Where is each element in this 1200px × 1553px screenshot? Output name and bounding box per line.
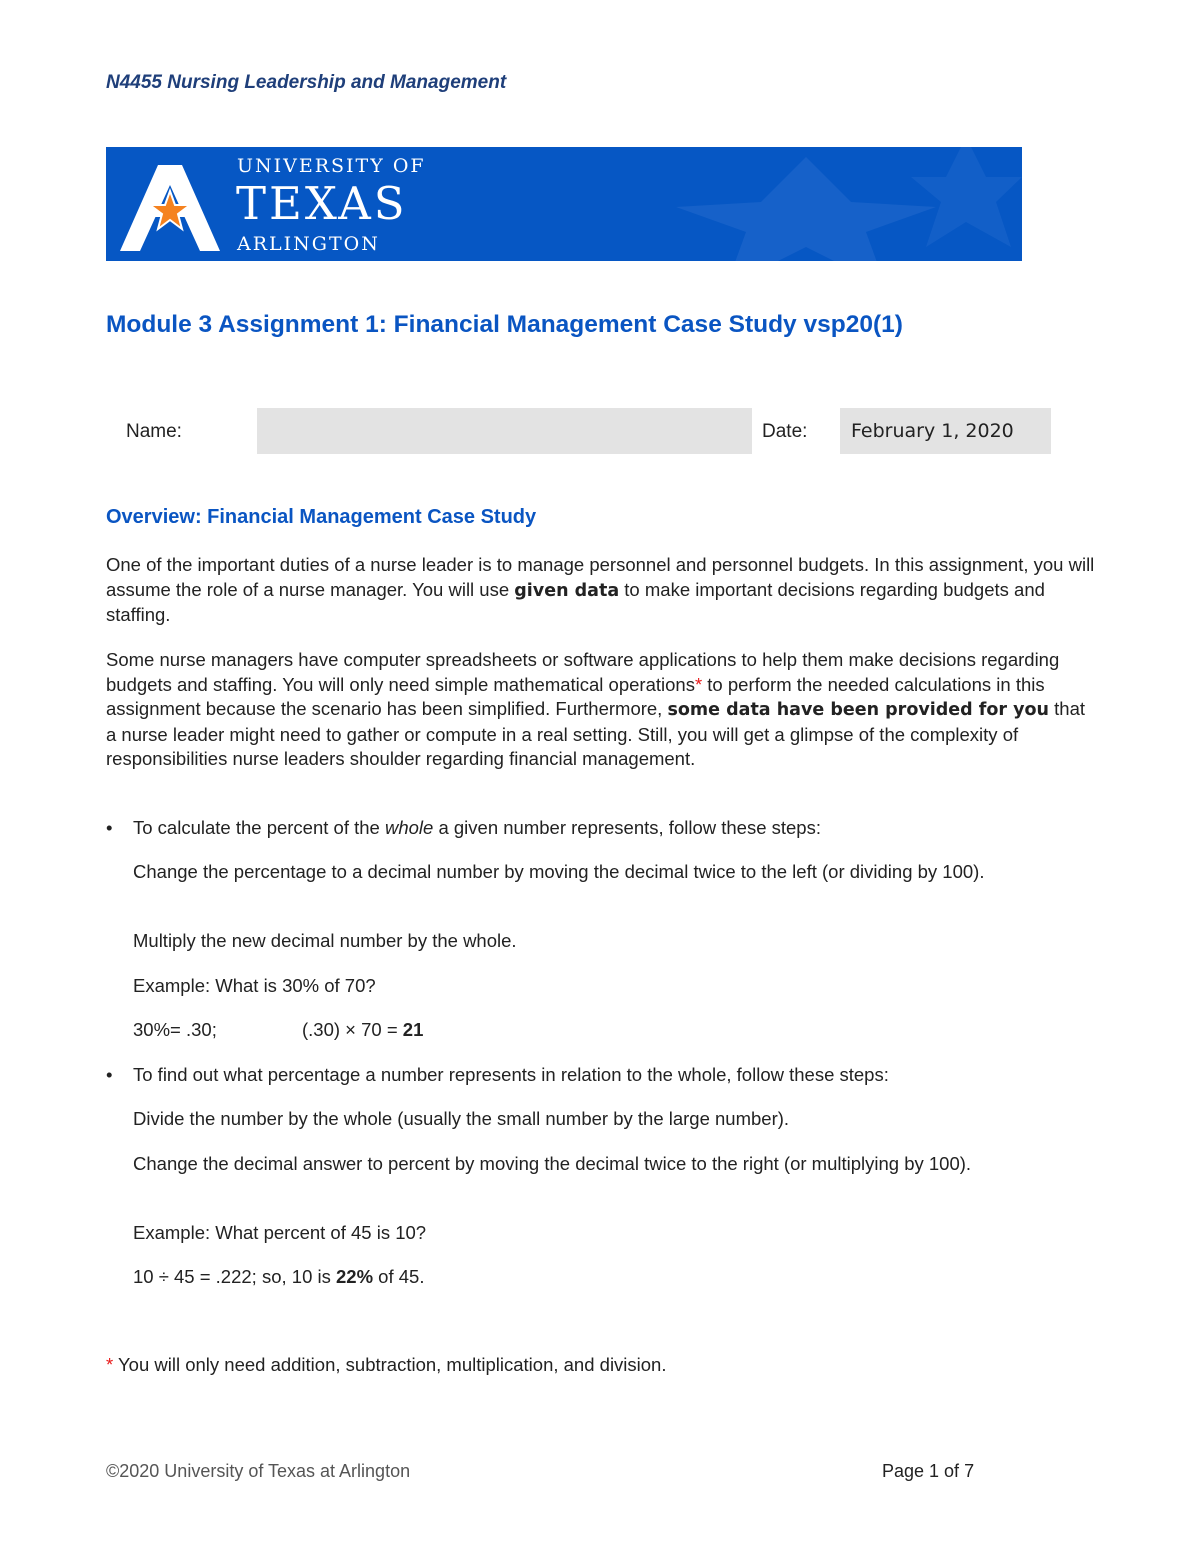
- banner-line3: ARLINGTON: [237, 233, 380, 255]
- bullet-1-calculation: [133, 1018, 1093, 1043]
- name-label: Name:: [126, 421, 182, 442]
- university-banner: [106, 147, 1022, 261]
- bullet-1-intro: [133, 816, 1093, 841]
- p1-text-c: to make important decisions regarding budgets and staffing.: [106, 578, 1045, 625]
- bullet-1-example: Example: What is 30% of 70?: [133, 975, 376, 996]
- b2-calc-answer: 22%: [336, 1266, 374, 1287]
- bullet-2-step-2: Change the decimal answer to percent by moving the decimal twice to the right (or multiplying by 100).: [133, 1153, 972, 1174]
- footnote-marker: *: [106, 1354, 114, 1375]
- b2-calc-a: 10 ÷ 45 = .222; so, 10 is: [133, 1266, 336, 1287]
- bullet-1-step-2: Multiply the new decimal number by the whole.: [133, 930, 517, 951]
- b1-intro-b: a given number represents, follow these steps:: [433, 817, 821, 838]
- date-label: Date:: [762, 421, 808, 442]
- bullet-2-marker: •: [106, 1064, 113, 1085]
- background-star-watermark: [676, 157, 936, 261]
- overview-paragraph-2: [106, 648, 1096, 772]
- p2-text-a: Some nurse managers have computer spreadsheets or software applications to help them make decisions regarding budgets and staffing. You will only need simple mathematical operations: [106, 649, 1060, 695]
- bullet-2-example: Example: What percent of 45 is 10?: [133, 1222, 427, 1243]
- b1-intro-emphasis: whole: [384, 817, 434, 838]
- p1-text-a: One of the important duties of a nurse leader is to manage personnel and personnel budgets. In this assignment, you will assume the role of a nurse manager. You will use: [106, 554, 1095, 600]
- document-title: Module 3 Assignment 1: Financial Management Case Study vsp20(1): [106, 311, 903, 338]
- uta-a-logo: [120, 165, 220, 251]
- background-star-watermark-2: [911, 147, 1022, 247]
- p2-text-d: that a nurse leader might need to gather or compute in a real setting. Still, you will get a glimpse of the complexity of responsibilities nurse leaders shoulder regarding financial management.: [106, 698, 1086, 769]
- page-number: Page 1 of 7: [882, 1461, 975, 1481]
- b1-intro-a: To calculate the percent of the: [133, 817, 385, 838]
- overview-heading: Overview: Financial Management Case Study: [106, 506, 537, 528]
- b1-calc-a: 30%= .30;: [133, 1019, 217, 1040]
- bullet-1-marker: •: [106, 817, 113, 838]
- footnote-text: You will only need addition, subtraction, multiplication, and division.: [113, 1354, 667, 1375]
- banner-line2: TEXAS: [236, 177, 408, 230]
- p2-emphasis: some data have been provided for you: [667, 700, 1050, 720]
- p2-text-b: to perform the needed calculations in this assignment because the scenario has been simplified. Furthermore,: [106, 673, 1045, 719]
- p1-emphasis: given data: [514, 580, 620, 601]
- bullet-2-step-1: Divide the number by the whole (usually the small number by the large number).: [133, 1108, 790, 1129]
- overview-paragraph-1: [106, 553, 1096, 628]
- bullet-2-intro: To find out what percentage a number represents in relation to the whole, follow these steps:: [133, 1064, 889, 1085]
- bullet-2-calculation: [133, 1265, 1093, 1290]
- name-field[interactable]: [257, 408, 752, 454]
- date-field[interactable]: February 1, 2020: [840, 408, 1051, 454]
- b1-calc-answer: 21: [402, 1019, 424, 1040]
- banner-line1: UNIVERSITY OF: [237, 155, 426, 177]
- footer-copyright: ©2020 University of Texas at Arlington: [106, 1461, 411, 1481]
- bullet-1-step-1: Change the percentage to a decimal number by moving the decimal twice to the left (or dividing by 100).: [133, 861, 985, 882]
- b1-calc-b: (.30) × 70 =: [302, 1019, 403, 1040]
- b2-calc-b: of 45.: [373, 1266, 425, 1287]
- footnote: [106, 1353, 1096, 1378]
- footnote-asterisk: *: [694, 673, 703, 695]
- course-header: N4455 Nursing Leadership and Management: [106, 72, 507, 93]
